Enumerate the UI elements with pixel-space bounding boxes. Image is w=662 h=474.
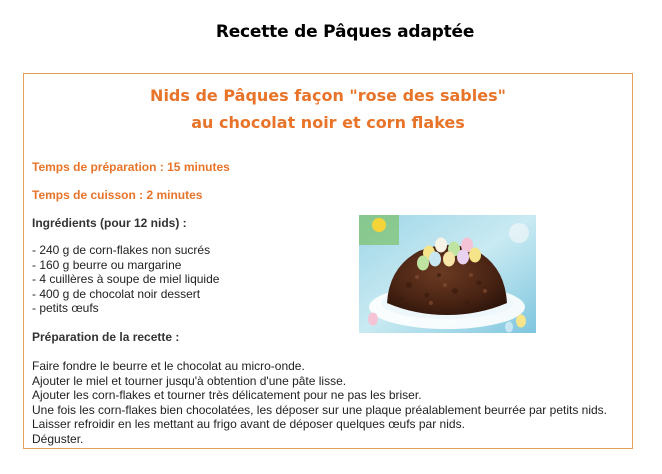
ingredient-item: - petits œufs — [32, 301, 99, 316]
ingredients-heading: Ingrédients (pour 12 nids) : — [32, 216, 187, 230]
preparation-step: Une fois les corn-flakes bien chocolatées, les déposer sur une plaque préalablement beurrée par petits nids. — [32, 402, 608, 417]
preparation-heading: Préparation de la recette : — [32, 330, 180, 344]
preparation-step: Laisser refroidir en les mettant au frigo avant de déposer quelques œufs par nids. — [32, 417, 465, 432]
preparation-step: Déguster. — [32, 431, 84, 446]
ingredient-item: - 240 g de corn-flakes non sucrés — [32, 243, 211, 257]
document-title: Recette de Pâques adaptée — [215, 22, 475, 42]
preparation-steps — [32, 359, 607, 447]
preparation-step: Ajouter le miel et tourner jusqu'à obtention d'une pâte lisse. — [32, 373, 347, 388]
ingredients-list — [32, 243, 219, 316]
preparation-step: Faire fondre le beurre et le chocolat au micro-onde. — [32, 359, 305, 373]
easter-nest-photo — [359, 215, 536, 333]
preparation-step: Ajouter les corn-flakes et tourner très délicatement pour ne pas les briser. — [32, 388, 422, 403]
recipe-title-line-2: au chocolat noir et corn flakes — [191, 113, 465, 132]
cook-time: Temps de cuisson : 2 minutes — [32, 188, 203, 202]
recipe-title-line-1: Nids de Pâques façon "rose des sables" — [150, 86, 506, 105]
recipe-title — [24, 82, 632, 136]
ingredient-item: - 400 g de chocolat noir dessert — [32, 286, 201, 301]
ingredient-item: - 4 cuillères à soupe de miel liquide — [32, 272, 220, 287]
recipe-card — [23, 73, 633, 449]
prep-time: Temps de préparation : 15 minutes — [32, 160, 230, 174]
ingredient-item: - 160 g beurre ou margarine — [32, 257, 182, 272]
